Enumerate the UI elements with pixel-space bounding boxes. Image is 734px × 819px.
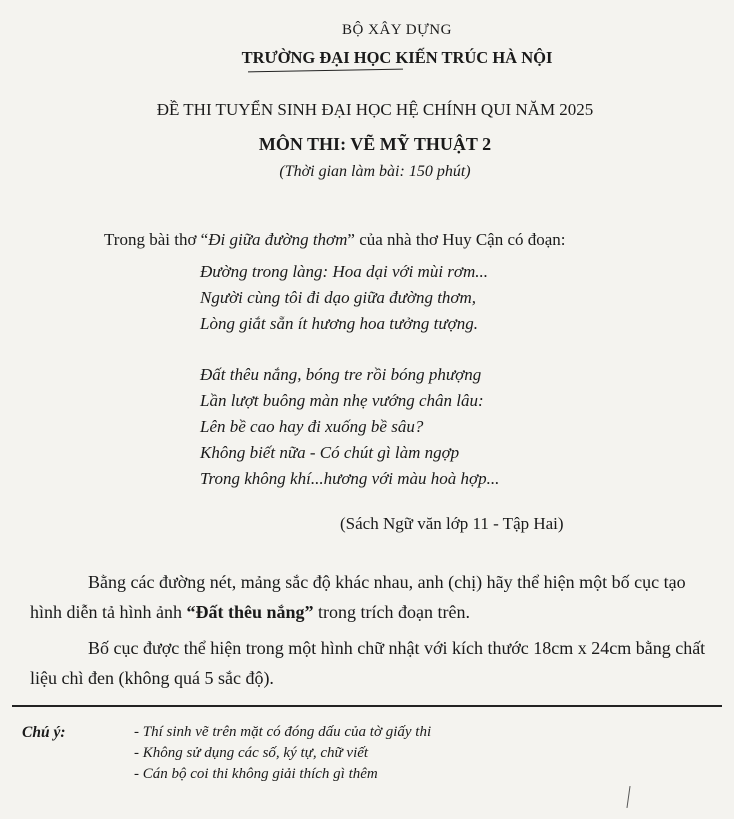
poem-intro — [104, 230, 566, 250]
pen-mark — [626, 786, 630, 808]
note-list — [134, 722, 431, 785]
intro-prefix: Trong bài thơ “ — [104, 230, 209, 249]
task-text-end: trong trích đoạn trên. — [313, 602, 470, 622]
poem-title: Đi giữa đường thơm — [208, 230, 348, 249]
poem-line: Lên bề cao hay đi xuống bề sâu? — [200, 417, 424, 436]
note-item: - Không sử dụng các số, ký tự, chữ viết — [134, 745, 369, 761]
note-item: - Cán bộ coi thi không giải thích gì thêm — [134, 766, 378, 782]
task-paragraph-1 — [30, 567, 710, 627]
ministry-name: BỘ XÂY DỰNG — [342, 22, 452, 38]
university-name: TRƯỜNG ĐẠI HỌC KIẾN TRÚC HÀ NỘI — [241, 48, 553, 67]
poem-line: Không biết nữa - Có chút gì làm ngợp — [200, 443, 460, 462]
divider — [12, 705, 722, 707]
poem-line: Lần lượt buông màn nhẹ vướng chân lâu: — [200, 391, 484, 410]
intro-suffix: ” của nhà thơ Huy Cận có đoạn: — [347, 230, 566, 249]
exam-subject: MÔN THI: VẼ MỸ THUẬT 2 — [258, 134, 492, 154]
task-paragraph-2: Bố cục được thể hiện trong một hình chữ nhật với kích thước 18cm x 24cm bằng chất liệu chì đen (không quá 5 sắc độ). — [30, 638, 706, 688]
header-underline — [248, 69, 403, 73]
poem-source: (Sách Ngữ văn lớp 11 - Tập Hai) — [340, 514, 564, 533]
note-item: - Thí sinh vẽ trên mặt có đóng dấu của tờ giấy thi — [134, 724, 432, 740]
task-highlight: “Đất thêu nắng” — [186, 602, 314, 622]
poem-line: Đất thêu nắng, bóng tre rồi bóng phượng — [200, 365, 482, 384]
task-text: Bằng các đường nét, mảng sắc độ khác nhau, anh (chị) hãy thể hiện một bố cục tạo hình diễn tả hình ảnh — [30, 572, 686, 622]
exam-title: ĐỀ THI TUYỂN SINH ĐẠI HỌC HỆ CHÍNH QUI NĂM 2025 — [156, 100, 594, 119]
poem-line: Đường trong làng: Hoa dại với mùi rơm... — [200, 262, 489, 281]
poem-line: Lòng giắt sẵn ít hương hoa tưởng tượng. — [200, 314, 478, 333]
poem-line: Trong không khí...hương với màu hoà hợp... — [200, 469, 500, 488]
note-label: Chú ý: — [22, 724, 66, 741]
poem-line: Người cùng tôi đi dạo giữa đường thơm, — [200, 288, 477, 307]
exam-duration: (Thời gian làm bài: 150 phút) — [279, 163, 471, 180]
